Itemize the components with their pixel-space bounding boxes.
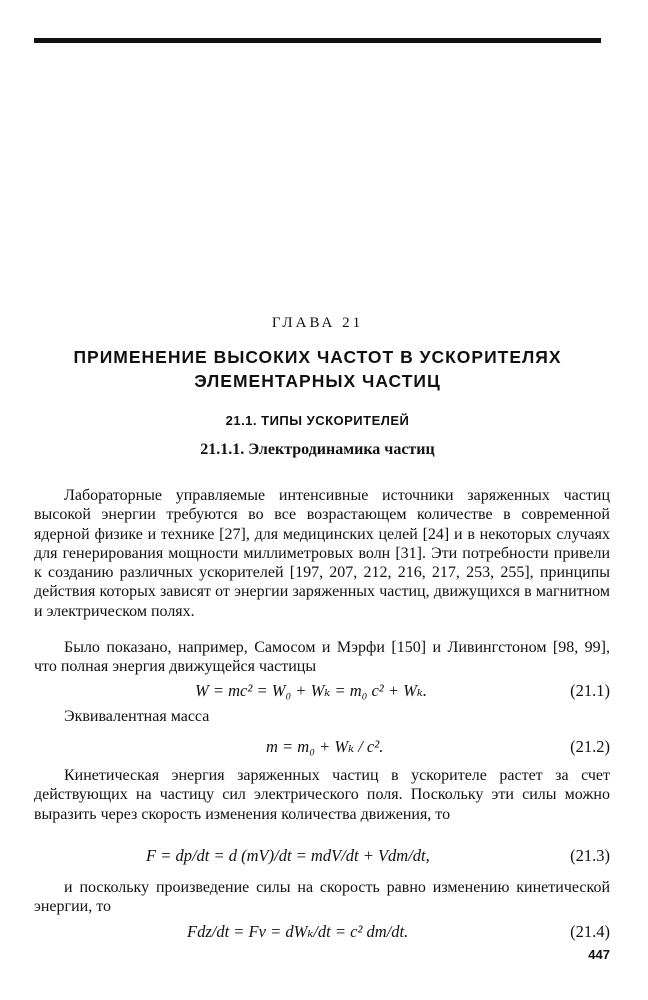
equation-formula: F = dp/dt = d (mV)/dt = mdV/dt + Vdm/dt, bbox=[146, 846, 430, 865]
section-title: 21.1. ТИПЫ УСКОРИТЕЛЕЙ bbox=[225, 413, 410, 428]
paragraph-total-energy: Было показано, например, Самосом и Мэрфи [150] и Ливингстоном [98, 99], что полная энергия движущейся частицы bbox=[34, 639, 610, 676]
subsection-title: 21.1.1. Электродинамика частиц bbox=[200, 441, 435, 458]
chapter-title: ПРИМЕНЕНИЕ ВЫСОКИХ ЧАСТОТ В УСКОРИТЕЛЯХ ЭЛЕМЕНТАРНЫХ ЧАСТИЦ bbox=[73, 347, 562, 391]
paragraph-intro: Лабораторные управляемые интенсивные источники заряженных частиц высокой энергии требуются во все возрастающем количестве в современной ядерной физике и технике [27], для медицинских целей [24] и в некоторых случаях для генерирования мощности миллиметровых волн [31]. Эти потребности привели к созданию различных ускорителей [197, 207, 212, 216, 217, 253, 255], принципы действия которых зависят от энергии заряженных частиц, движущихся в магнитном и электрическом полях. bbox=[34, 487, 610, 620]
equation-21-3 bbox=[34, 846, 610, 868]
chapter-label: ГЛАВА 21 bbox=[271, 315, 364, 331]
equation-formula: m = m₀ + Wₖ / c². bbox=[266, 737, 384, 756]
equation-21-2 bbox=[34, 737, 610, 759]
equation-number: (21.4) bbox=[570, 922, 610, 941]
paragraph-equivalent-mass: Эквивалентная масса bbox=[64, 708, 210, 725]
equation-formula: Fdz/dt = Fv = dWₖ/dt = c² dm/dt. bbox=[187, 922, 409, 941]
page-number: 447 bbox=[588, 947, 610, 962]
equation-21-1 bbox=[34, 681, 610, 703]
equation-21-4 bbox=[34, 922, 610, 944]
equation-formula: W = mc² = W₀ + Wₖ = m₀ c² + Wₖ. bbox=[195, 681, 428, 700]
top-rule bbox=[34, 38, 601, 43]
paragraph-kinetic-energy: Кинетическая энергия заряженных частиц в ускорителе растет за счет действующих на частицу сил электрического поля. Поскольку эти силы можно выразить через скорость изменения количества движения, то bbox=[34, 767, 610, 823]
equation-number: (21.3) bbox=[570, 846, 610, 865]
paragraph-force-velocity: и поскольку произведение силы на скорость равно изменению кинетической энергии, то bbox=[34, 879, 610, 916]
equation-number: (21.1) bbox=[570, 681, 610, 700]
equation-number: (21.2) bbox=[570, 737, 610, 756]
